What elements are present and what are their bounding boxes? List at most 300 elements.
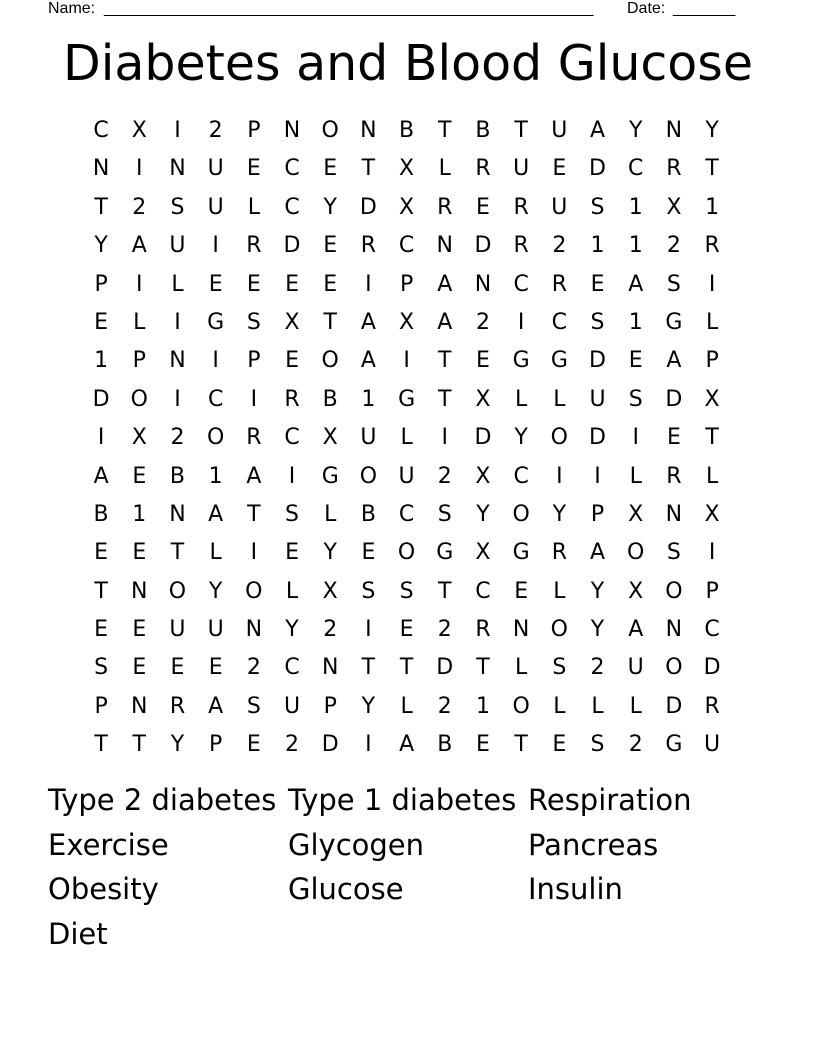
- word-bank-item: Respiration: [528, 783, 692, 817]
- grid-letter: T: [514, 118, 528, 143]
- grid-letter: O: [168, 578, 187, 604]
- grid-letter: A: [208, 693, 224, 719]
- grid-letter: T: [438, 578, 452, 604]
- word-bank-item: Type 1 diabetes: [288, 783, 517, 817]
- grid-letter: 1: [475, 693, 490, 719]
- grid-letter: X: [704, 386, 720, 412]
- grid-row: [82, 649, 732, 687]
- grid-letter: I: [517, 309, 525, 335]
- word-bank-item: Glycogen: [288, 827, 425, 862]
- word-bank-item: Glucose: [288, 872, 404, 906]
- grid-letter: 1: [628, 309, 643, 335]
- grid-letter: N: [245, 617, 263, 643]
- grid-letter: X: [666, 194, 682, 220]
- grid-letter: E: [94, 540, 109, 566]
- grid-letter: S: [590, 309, 605, 335]
- grid-row: [82, 726, 732, 764]
- grid-letter: 2: [208, 118, 223, 143]
- grid-letter: C: [284, 655, 300, 681]
- grid-letter: U: [169, 233, 186, 259]
- grid-letter: T: [705, 156, 719, 182]
- grid-letter: U: [207, 194, 224, 220]
- grid-letter: C: [93, 118, 109, 143]
- grid-letter: B: [399, 118, 415, 143]
- grid-letter: 1: [361, 386, 376, 412]
- grid-letter: D: [321, 732, 339, 758]
- grid-letter: N: [474, 271, 492, 297]
- grid-letter: T: [247, 501, 261, 527]
- grid-letter: T: [399, 655, 414, 681]
- grid-letter: R: [551, 540, 567, 566]
- grid-letter: O: [512, 693, 530, 719]
- date-blank-line: _______: [673, 0, 736, 17]
- grid-letter: 2: [170, 425, 185, 451]
- word-bank: [48, 778, 768, 956]
- grid-letter: O: [206, 425, 225, 451]
- grid-letter: E: [361, 540, 376, 566]
- grid-letter: X: [399, 309, 415, 335]
- grid-letter: P: [247, 118, 261, 143]
- grid-letter: R: [704, 233, 720, 259]
- grid-letter: R: [284, 386, 300, 412]
- grid-row: [82, 189, 732, 227]
- word-bank-item: Exercise: [48, 827, 169, 862]
- grid-letter: E: [132, 463, 147, 489]
- grid-letter: G: [550, 348, 568, 374]
- grid-letter: E: [132, 540, 147, 566]
- grid-letter: O: [665, 578, 683, 604]
- grid-letter: T: [94, 578, 108, 604]
- grid-letter: Y: [323, 540, 337, 566]
- name-label: Name:: [48, 0, 96, 17]
- grid-letter: X: [475, 540, 491, 566]
- grid-letter: 2: [475, 309, 490, 335]
- grid-letter: R: [513, 233, 529, 259]
- page-title: Diabetes and Blood Glucose: [63, 35, 753, 92]
- grid-letter: S: [666, 271, 681, 297]
- grid-letter: I: [212, 348, 219, 374]
- grid-letter: N: [360, 118, 377, 143]
- grid-letter: E: [285, 348, 299, 374]
- grid-letter: P: [705, 578, 719, 604]
- header-fields: [48, 0, 748, 18]
- grid-letter: I: [365, 271, 372, 297]
- grid-letter: 1: [94, 348, 109, 374]
- grid-letter: N: [169, 348, 186, 374]
- grid-row: [82, 381, 732, 419]
- grid-letter: O: [665, 655, 683, 681]
- grid-letter: D: [665, 386, 683, 412]
- grid-letter: B: [360, 501, 376, 527]
- grid-letter: D: [359, 194, 377, 220]
- grid-letter: L: [629, 463, 642, 489]
- grid-letter: S: [437, 501, 452, 527]
- grid-letter: E: [132, 655, 147, 681]
- grid-letter: A: [93, 463, 109, 489]
- grid-letter: P: [705, 348, 719, 374]
- grid-letter: L: [515, 655, 528, 681]
- grid-letter: E: [170, 655, 185, 681]
- grid-letter: N: [131, 578, 148, 604]
- grid-letter: U: [513, 156, 530, 182]
- grid-letter: I: [136, 271, 143, 297]
- grid-letter: S: [628, 386, 643, 412]
- grid-letter: L: [209, 540, 222, 566]
- grid-letter: A: [246, 463, 262, 489]
- grid-letter: U: [283, 693, 301, 719]
- grid-letter: O: [627, 540, 645, 566]
- grid-row: [82, 304, 732, 342]
- grid-letter: 1: [628, 194, 643, 220]
- grid-letter: N: [665, 118, 683, 143]
- grid-letter: E: [94, 309, 109, 335]
- grid-letter: E: [476, 732, 490, 758]
- grid-letter: A: [666, 348, 682, 374]
- grid-letter: D: [283, 233, 301, 259]
- grid-letter: P: [323, 693, 337, 719]
- grid-letter: E: [246, 732, 261, 758]
- grid-letter: T: [132, 732, 146, 758]
- grid-letter: P: [94, 693, 108, 719]
- grid-letter: E: [94, 617, 109, 643]
- grid-letter: T: [476, 655, 490, 681]
- grid-letter: C: [704, 617, 720, 643]
- grid-letter: 1: [208, 463, 223, 489]
- grid-row: [82, 266, 732, 304]
- grid-letter: N: [321, 655, 339, 681]
- grid-letter: G: [436, 540, 454, 566]
- grid-letter: L: [553, 578, 566, 604]
- grid-letter: S: [399, 578, 414, 604]
- grid-letter: O: [245, 578, 263, 604]
- grid-letter: E: [246, 156, 261, 182]
- date-label: Date:: [627, 0, 666, 17]
- grid-letter: U: [360, 425, 377, 451]
- grid-letter: A: [131, 233, 147, 259]
- grid-letter: R: [513, 194, 529, 220]
- grid-letter: 2: [285, 732, 300, 758]
- grid-letter: C: [284, 156, 300, 182]
- grid-letter: U: [207, 617, 224, 643]
- grid-letter: E: [399, 617, 414, 643]
- grid-letter: 2: [132, 194, 147, 220]
- grid-letter: X: [322, 425, 338, 451]
- grid-letter: R: [666, 156, 682, 182]
- grid-letter: O: [550, 617, 568, 643]
- grid-letter: S: [552, 655, 567, 681]
- grid-letter: T: [438, 386, 452, 412]
- grid-letter: E: [323, 156, 338, 182]
- grid-letter: T: [170, 540, 185, 566]
- grid-letter: U: [169, 617, 186, 643]
- grid-letter: O: [130, 386, 148, 412]
- grid-letter: X: [628, 578, 644, 604]
- grid-letter: O: [321, 118, 339, 143]
- grid-letter: P: [94, 271, 108, 297]
- grid-letter: I: [708, 540, 716, 566]
- grid-letter: N: [283, 118, 301, 143]
- grid-letter: P: [209, 732, 223, 758]
- grid-row: [82, 458, 732, 496]
- grid-letter: 1: [628, 233, 643, 259]
- grid-letter: L: [705, 309, 719, 335]
- grid-letter: O: [321, 348, 339, 374]
- grid-letter: X: [399, 156, 415, 182]
- grid-letter: P: [132, 348, 146, 374]
- grid-letter: I: [441, 425, 449, 451]
- grid-letter: T: [438, 348, 452, 374]
- grid-letter: O: [359, 463, 378, 489]
- grid-letter: C: [475, 578, 491, 604]
- grid-row: [82, 573, 732, 611]
- grid-letter: R: [437, 194, 453, 220]
- grid-letter: I: [174, 118, 181, 143]
- grid-letter: A: [437, 271, 453, 297]
- grid-row: [82, 419, 732, 457]
- grid-letter: I: [556, 463, 563, 489]
- grid-letter: N: [665, 617, 683, 643]
- grid-letter: C: [513, 463, 529, 489]
- word-search-grid: [82, 112, 732, 765]
- grid-letter: Y: [323, 194, 337, 220]
- grid-letter: C: [207, 386, 224, 412]
- grid-letter: X: [284, 309, 300, 335]
- grid-letter: L: [247, 194, 260, 220]
- grid-letter: D: [589, 156, 606, 182]
- grid-letter: E: [552, 732, 567, 758]
- grid-letter: 1: [590, 233, 605, 259]
- grid-letter: E: [476, 194, 490, 220]
- grid-letter: I: [174, 309, 181, 335]
- grid-letter: R: [246, 233, 262, 259]
- grid-letter: X: [475, 463, 491, 489]
- grid-letter: 2: [590, 655, 605, 681]
- grid-letter: G: [512, 540, 530, 566]
- grid-letter: S: [246, 309, 261, 335]
- grid-letter: G: [665, 732, 683, 758]
- grid-letter: A: [437, 309, 453, 335]
- grid-letter: A: [399, 732, 415, 758]
- grid-letter: E: [666, 425, 681, 451]
- grid-letter: L: [591, 693, 604, 719]
- grid-letter: U: [704, 732, 721, 758]
- grid-letter: C: [398, 233, 415, 259]
- grid-letter: X: [628, 501, 644, 527]
- word-bank-item: Insulin: [528, 872, 623, 906]
- grid-letter: S: [285, 501, 300, 527]
- grid-letter: I: [250, 540, 258, 566]
- grid-letter: T: [94, 732, 108, 758]
- grid-letter: T: [438, 118, 452, 143]
- grid-letter: S: [666, 540, 681, 566]
- grid-letter: R: [551, 271, 567, 297]
- grid-letter: A: [590, 118, 606, 143]
- grid-letter: I: [136, 156, 143, 182]
- grid-letter: T: [323, 309, 337, 335]
- grid-row: [82, 611, 732, 649]
- grid-letter: E: [208, 271, 223, 297]
- grid-row: [82, 150, 732, 188]
- grid-letter: Y: [285, 617, 299, 643]
- grid-letter: P: [399, 271, 414, 297]
- grid-letter: N: [512, 617, 530, 643]
- grid-letter: Y: [170, 732, 185, 758]
- grid-letter: E: [628, 348, 643, 374]
- grid-letter: I: [250, 386, 258, 412]
- grid-letter: O: [550, 425, 568, 451]
- grid-letter: A: [360, 348, 376, 374]
- grid-letter: E: [476, 348, 490, 374]
- grid-letter: I: [174, 386, 181, 412]
- grid-letter: L: [400, 425, 413, 451]
- grid-letter: T: [361, 156, 376, 182]
- grid-letter: L: [553, 693, 566, 719]
- grid-letter: Y: [361, 693, 376, 719]
- grid-letter: I: [97, 425, 105, 451]
- grid-letter: L: [515, 386, 528, 412]
- grid-letter: D: [92, 386, 110, 412]
- grid-letter: I: [365, 617, 372, 643]
- word-bank-item: Type 2 diabetes: [48, 783, 277, 817]
- grid-letter: B: [437, 732, 453, 758]
- grid-letter: I: [594, 463, 601, 489]
- grid-row: [82, 227, 732, 265]
- grid-letter: N: [665, 501, 683, 527]
- grid-letter: A: [628, 271, 644, 297]
- grid-letter: S: [246, 693, 261, 719]
- grid-row: [82, 496, 732, 534]
- grid-letter: R: [666, 463, 682, 489]
- grid-row: [82, 112, 732, 150]
- word-bank-item: Obesity: [48, 872, 159, 906]
- grid-letter: E: [323, 233, 338, 259]
- grid-letter: E: [323, 271, 338, 297]
- grid-letter: R: [475, 617, 491, 643]
- grid-letter: E: [246, 271, 261, 297]
- grid-letter: R: [704, 693, 720, 719]
- grid-letter: C: [284, 425, 300, 451]
- grid-letter: N: [436, 233, 454, 259]
- grid-letter: B: [169, 463, 186, 489]
- grid-letter: R: [360, 233, 377, 259]
- grid-letter: T: [705, 425, 719, 451]
- grid-letter: S: [170, 194, 185, 220]
- grid-letter: N: [131, 693, 148, 719]
- grid-letter: P: [247, 348, 261, 374]
- grid-letter: G: [207, 309, 225, 335]
- grid-letter: C: [628, 156, 644, 182]
- grid-letter: B: [322, 386, 338, 412]
- grid-letter: A: [628, 617, 644, 643]
- grid-letter: L: [705, 463, 719, 489]
- grid-letter: N: [169, 501, 186, 527]
- name-blank-line: _______________________________________________________: [104, 0, 594, 17]
- word-bank-item: Diet: [48, 916, 108, 951]
- grid-letter: L: [324, 501, 337, 527]
- grid-letter: S: [590, 194, 605, 220]
- grid-letter: Y: [590, 578, 605, 604]
- grid-letter: X: [322, 578, 338, 604]
- grid-letter: 2: [323, 617, 338, 643]
- grid-letter: X: [131, 425, 147, 451]
- grid-letter: E: [208, 655, 223, 681]
- grid-letter: E: [285, 540, 299, 566]
- grid-letter: C: [551, 309, 568, 335]
- grid-letter: D: [436, 655, 454, 681]
- grid-letter: I: [365, 732, 372, 758]
- grid-letter: Y: [590, 617, 605, 643]
- grid-letter: 2: [246, 655, 261, 681]
- grid-letter: E: [285, 271, 299, 297]
- grid-letter: T: [361, 655, 376, 681]
- grid-letter: A: [590, 540, 606, 566]
- grid-letter: C: [398, 501, 415, 527]
- grid-letter: U: [551, 194, 568, 220]
- grid-letter: I: [632, 425, 639, 451]
- grid-letter: E: [590, 271, 605, 297]
- grid-letter: 2: [437, 617, 452, 643]
- grid-letter: G: [665, 309, 683, 335]
- grid-letter: P: [590, 501, 605, 527]
- grid-letter: I: [212, 233, 219, 259]
- grid-letter: T: [94, 194, 108, 220]
- grid-letter: 1: [705, 194, 720, 220]
- grid-letter: Y: [208, 578, 223, 604]
- grid-letter: 2: [437, 693, 452, 719]
- grid-letter: E: [514, 578, 529, 604]
- grid-letter: L: [629, 693, 642, 719]
- grid-letter: A: [360, 309, 376, 335]
- grid-letter: Y: [476, 501, 490, 527]
- grid-letter: L: [133, 309, 146, 335]
- grid-row: [82, 534, 732, 572]
- grid-letter: U: [551, 118, 568, 143]
- grid-letter: G: [398, 386, 416, 412]
- grid-letter: Y: [628, 118, 643, 143]
- grid-letter: R: [169, 693, 186, 719]
- grid-row: [82, 342, 732, 380]
- grid-letter: B: [475, 118, 491, 143]
- grid-letter: G: [321, 463, 339, 489]
- grid-letter: D: [589, 425, 606, 451]
- grid-letter: S: [590, 732, 605, 758]
- grid-letter: 2: [666, 233, 681, 259]
- grid-letter: D: [589, 348, 606, 374]
- grid-letter: O: [512, 501, 530, 527]
- grid-letter: U: [589, 386, 606, 412]
- grid-letter: L: [400, 693, 413, 719]
- grid-letter: R: [475, 156, 491, 182]
- grid-letter: Y: [514, 425, 528, 451]
- grid-letter: D: [474, 233, 492, 259]
- grid-letter: T: [514, 732, 528, 758]
- grid-letter: C: [513, 271, 529, 297]
- grid-letter: X: [399, 194, 415, 220]
- grid-letter: U: [627, 655, 644, 681]
- grid-letter: D: [474, 425, 492, 451]
- word-bank-item: Pancreas: [528, 827, 659, 862]
- grid-letter: X: [131, 118, 147, 143]
- grid-letter: Y: [552, 501, 567, 527]
- grid-letter: D: [665, 693, 683, 719]
- grid-letter: N: [92, 156, 110, 182]
- grid-letter: L: [285, 578, 299, 604]
- grid-letter: A: [208, 501, 224, 527]
- grid-letter: L: [553, 386, 566, 412]
- grid-letter: 2: [628, 732, 643, 758]
- grid-letter: R: [246, 425, 262, 451]
- grid-letter: C: [284, 194, 300, 220]
